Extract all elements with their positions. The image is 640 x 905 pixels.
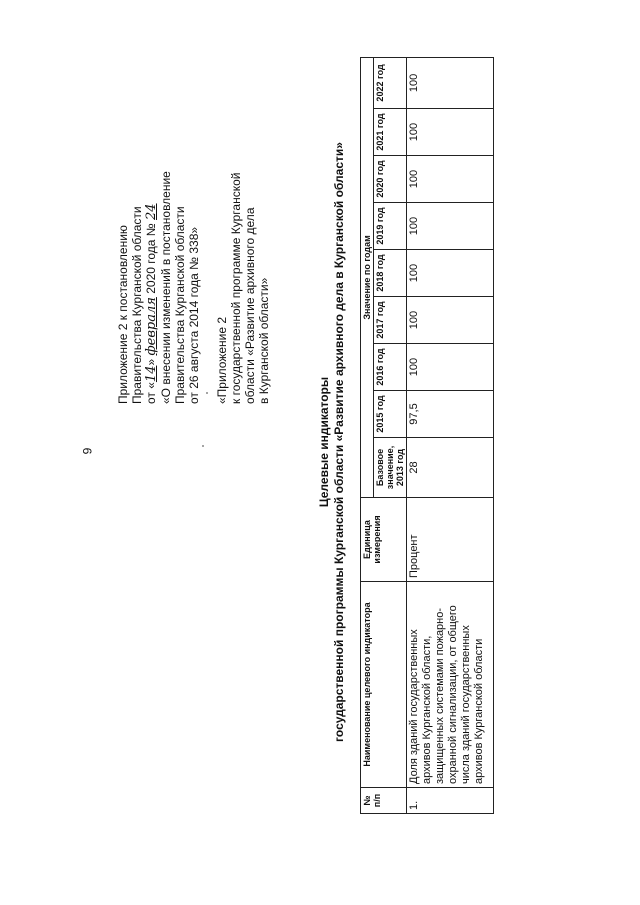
- cell-value: 100: [407, 250, 494, 297]
- annex-header: [116, 64, 271, 404]
- cell-num: 1.: [407, 788, 494, 814]
- header-values-group: Значение по годам: [361, 57, 374, 497]
- cell-value: 100: [407, 203, 494, 250]
- handwritten-number: 24: [144, 203, 159, 220]
- header-year: 2022 год: [374, 57, 407, 108]
- program-line: в Курганской области»: [257, 277, 271, 404]
- cell-value: 100: [407, 297, 494, 344]
- header-year: 2015 год: [374, 391, 407, 438]
- title-line-1: Целевые индикаторы: [317, 376, 331, 508]
- document-title: [317, 62, 347, 822]
- date-mid: »: [144, 355, 158, 366]
- header-year: 2021 год: [374, 109, 407, 156]
- header-num: № п/п: [361, 788, 407, 814]
- annex-line: от 26 августа 2014 года № 338»: [187, 226, 201, 404]
- header-base: Базовое значение, 2013 год: [374, 438, 407, 498]
- header-year: 2018 год: [374, 250, 407, 297]
- cell-base: 28: [407, 438, 494, 498]
- header-year: 2017 год: [374, 297, 407, 344]
- annex-line: Правительства Курганской области: [173, 206, 187, 404]
- cell-name: Доля зданий государственных архивов Курганской области, защищенных системами пожарно-охранной сигнализации, от общего числа зданий государственных архивов Курганской области: [407, 582, 494, 788]
- cell-value: 97,5: [407, 391, 494, 438]
- table-row: [407, 57, 494, 813]
- program-line: «Приложение 2: [215, 316, 229, 404]
- header-name: Наименование целевого индикатора: [361, 582, 407, 788]
- date-prefix: от «: [144, 382, 158, 404]
- page-number: 9: [80, 447, 95, 455]
- cell-value: 100: [407, 156, 494, 203]
- cell-value: 100: [407, 109, 494, 156]
- annex-date-line: [144, 64, 159, 404]
- cell-value: 100: [407, 344, 494, 391]
- cell-unit: Процент: [407, 498, 494, 582]
- header-year: 2020 год: [374, 156, 407, 203]
- annex-line: «О внесении изменений в постановление: [159, 171, 173, 404]
- rotated-document-page: [102, 62, 502, 822]
- handwritten-month: февраля: [144, 297, 159, 356]
- header-year: 2016 год: [374, 344, 407, 391]
- program-line: к государственной программе Курганской: [229, 172, 243, 404]
- handwritten-day: 14: [144, 365, 159, 383]
- annex-line: Правительства Курганской области: [130, 206, 144, 404]
- header-unit: Единица измерения: [361, 498, 407, 582]
- program-line: области «Развитие архивного дела: [243, 207, 257, 404]
- cell-value: 100: [407, 57, 494, 108]
- title-line-2: государственной программы Курганской области «Развитие архивного дела в Курганской области»: [332, 142, 346, 742]
- header-year: 2019 год: [374, 203, 407, 250]
- indicators-table: [360, 57, 494, 814]
- annex-line: Приложение 2 к постановлению: [116, 225, 130, 404]
- date-year: 2020 года №: [144, 220, 158, 298]
